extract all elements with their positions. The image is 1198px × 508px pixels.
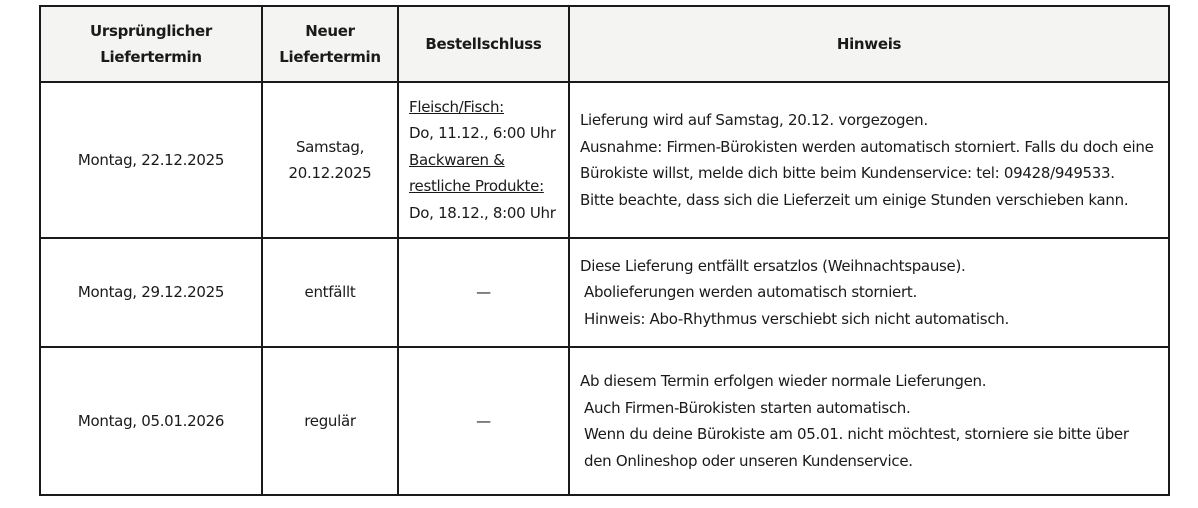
order-deadline-cell: — [398, 347, 569, 495]
note-line: Abolieferungen werden automatisch storniert. [584, 283, 917, 302]
note-cell [569, 347, 1169, 495]
deadline-label-bakery-1: Backwaren & [409, 150, 505, 169]
note-line: Lieferung wird auf Samstag, 20.12. vorgezogen. [580, 111, 928, 129]
delivery-schedule-table [39, 5, 1170, 496]
note-line: Ab diesem Termin erfolgen wieder normale Lieferungen. [580, 372, 987, 390]
new-date-cell: entfällt [262, 238, 398, 347]
deadline-label-bakery-2: restliche Produkte: [409, 177, 544, 196]
note-cell [569, 238, 1169, 347]
table-row [40, 238, 1169, 347]
original-date-cell: Montag, 05.01.2026 [40, 347, 262, 495]
deadline-label-meat-fish: Fleisch/Fisch: [409, 97, 504, 116]
note-cell [569, 82, 1169, 238]
table-row [40, 82, 1169, 238]
new-date-cell: Samstag, 20.12.2025 [262, 82, 398, 238]
table-row [40, 347, 1169, 495]
order-deadline-cell [398, 82, 569, 238]
note-line: Diese Lieferung entfällt ersatzlos (Weihnachtspause). [580, 256, 966, 275]
header-note: Hinweis [569, 6, 1169, 82]
note-line: Hinweis: Abo-Rhythmus verschiebt sich nicht automatisch. [584, 309, 1009, 328]
header-row [40, 6, 1169, 82]
note-line: Wenn du deine Bürokiste am 05.01. nicht möchtest, storniere sie bitte über den Onlineshop oder unseren Kundenservice. [584, 425, 1129, 470]
note-line: Ausnahme: Firmen-Bürokisten werden automatisch storniert. Falls du doch eine Bürokiste willst, melde dich bitte beim Kundenservice: tel: 09428/949533. [580, 137, 1154, 182]
header-order-deadline: Bestellschluss [398, 6, 569, 82]
original-date-cell: Montag, 22.12.2025 [40, 82, 262, 238]
header-new-date: Neuer Liefertermin [262, 6, 398, 82]
deadline-value-bakery: Do, 18.12., 8:00 Uhr [409, 203, 556, 222]
deadline-value-meat-fish: Do, 11.12., 6:00 Uhr [409, 124, 556, 143]
original-date-cell: Montag, 29.12.2025 [40, 238, 262, 347]
new-date-cell: regulär [262, 347, 398, 495]
header-original-date: Ursprünglicher Liefertermin [40, 6, 262, 82]
order-deadline-cell: — [398, 238, 569, 347]
note-line: Bitte beachte, dass sich die Lieferzeit um einige Stunden verschieben kann. [580, 190, 1129, 209]
note-line: Auch Firmen-Bürokisten starten automatisch. [584, 398, 911, 417]
